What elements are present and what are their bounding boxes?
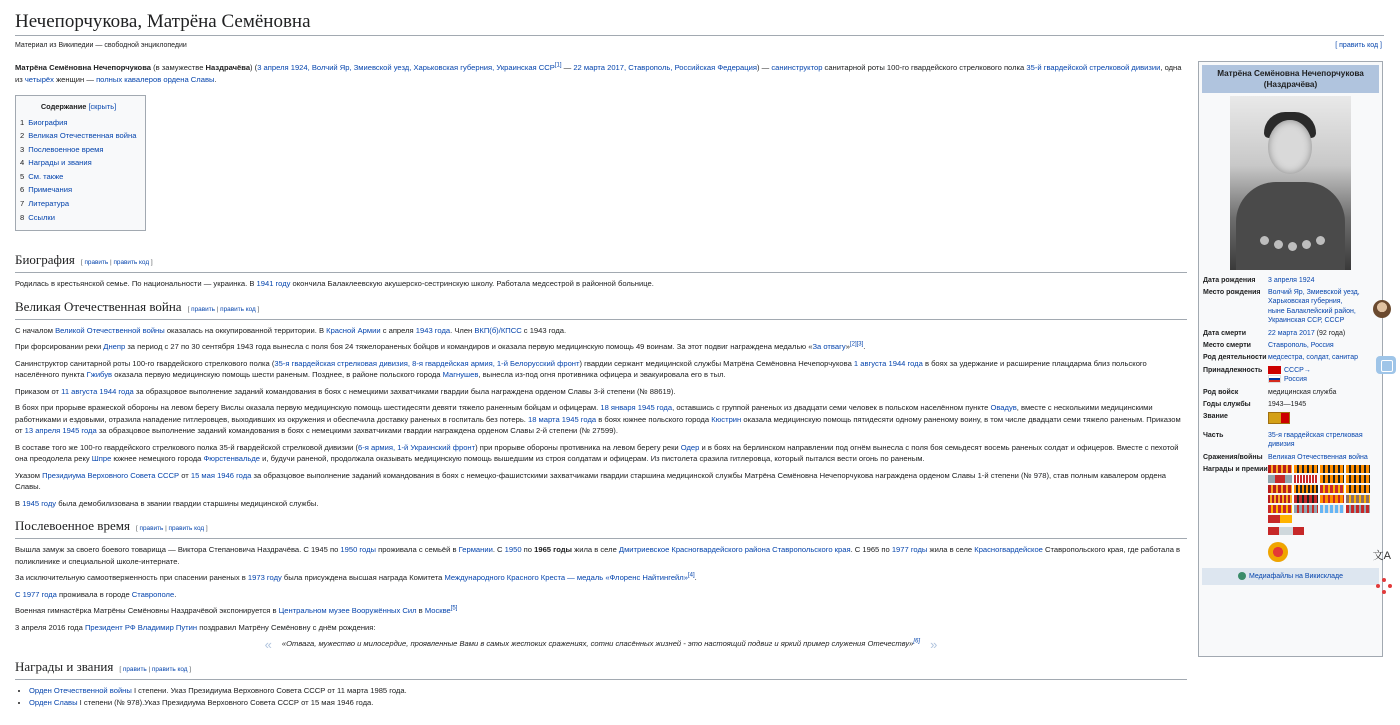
row-label: Годы службы bbox=[1203, 400, 1251, 408]
lead-birth-link[interactable]: 3 апреля 1924, Волчий Яр, Змиевской уезд, Харьковская губерния, Украинская ССР bbox=[257, 63, 555, 72]
infobox bbox=[1198, 61, 1383, 657]
allegiance-ussr-link[interactable]: СССР→ bbox=[1284, 366, 1311, 374]
toc-item[interactable] bbox=[20, 156, 137, 170]
table-row bbox=[1202, 364, 1379, 386]
link-kustrin[interactable]: Кюстрин bbox=[711, 414, 742, 424]
row-label: Часть bbox=[1203, 431, 1224, 439]
lead-text: — bbox=[561, 63, 574, 72]
ribbon-icon[interactable] bbox=[1268, 495, 1292, 503]
link-moscow[interactable]: Москве bbox=[424, 606, 451, 616]
link-13-apr-1945[interactable]: 13 апреля 1945 года bbox=[24, 426, 97, 436]
edit-bracket: ] bbox=[255, 305, 260, 313]
toc-link[interactable]: Награды и звания bbox=[28, 158, 92, 168]
war-paragraph-4: Приказом от 11 августа 1944 года за образцовое выполнение заданий командования в боях с немецкими захватчиками гвардии была награждена орденом Славы 3-й степени (№ 88619). bbox=[15, 386, 676, 396]
link-patriotic-war-order[interactable]: Орден Отечественной войны bbox=[29, 686, 132, 695]
lead-text: , одна из bbox=[15, 63, 1182, 84]
user-avatar-icon[interactable] bbox=[1373, 300, 1391, 318]
table-row bbox=[1202, 352, 1379, 364]
photo-medal bbox=[1316, 236, 1325, 245]
link-18-mar-1945[interactable]: 18 марта 1945 года bbox=[528, 414, 597, 424]
unit-link[interactable]: 35-я гвардейская стрелковая дивизия bbox=[1268, 431, 1363, 449]
death-place-link[interactable]: Ставрополь, Россия bbox=[1268, 341, 1334, 349]
ribbon-icon[interactable] bbox=[1268, 515, 1292, 523]
article-content bbox=[15, 62, 1187, 708]
ribbon-icon[interactable] bbox=[1346, 485, 1370, 493]
list-item: • Орден Славы I степени (№ 978).Указ Президиума Верховного Совета СССР от 15 мая 1946 года. bbox=[29, 697, 1187, 709]
table-row bbox=[1202, 274, 1379, 286]
row-label: Место смерти bbox=[1203, 341, 1251, 349]
lead-text: ) ( bbox=[250, 63, 258, 72]
section-edit-links bbox=[136, 525, 208, 532]
link-1941[interactable]: 1941 году bbox=[256, 279, 291, 289]
link-nightingale-medal[interactable]: Международного Красного Креста — медаль «Флоренс Найтингейл» bbox=[444, 573, 688, 583]
link-1973[interactable]: 1973 году bbox=[247, 573, 282, 583]
dot bbox=[1382, 578, 1386, 582]
dots-menu-icon[interactable] bbox=[1376, 578, 1392, 594]
toc-link[interactable]: Ссылки bbox=[28, 212, 55, 222]
toc-item[interactable] bbox=[20, 211, 137, 225]
row-label: Дата рождения bbox=[1203, 276, 1256, 284]
photo-medal bbox=[1302, 240, 1311, 249]
section-heading-war bbox=[15, 298, 1187, 320]
ref-4[interactable]: [4] bbox=[687, 572, 695, 579]
postwar-paragraph-3: С 1977 года проживала в городе Ставрополе. bbox=[15, 589, 177, 599]
link-oder[interactable]: Одер bbox=[680, 442, 700, 452]
toc-item[interactable] bbox=[20, 170, 137, 184]
edit-bracket: ] bbox=[187, 666, 192, 673]
link-since-1977[interactable]: С 1977 года bbox=[15, 589, 57, 599]
lead-text: . bbox=[214, 74, 217, 84]
toc-num: 7 bbox=[20, 199, 25, 209]
toc-link[interactable]: Литература bbox=[28, 199, 70, 209]
link-glory-order[interactable]: Орден Славы bbox=[29, 697, 78, 707]
link-spree[interactable]: Шпре bbox=[91, 454, 112, 464]
years-value: 1943—1945 bbox=[1268, 400, 1307, 408]
link-18-jan-1945[interactable]: 18 января 1945 года bbox=[600, 403, 673, 413]
ribbon-icon[interactable] bbox=[1268, 505, 1292, 513]
toc-num: 8 bbox=[20, 212, 25, 222]
link-armed-forces-museum[interactable]: Центральном музее Вооружённых Сил bbox=[278, 606, 417, 616]
toc-link[interactable]: Великая Отечественная война bbox=[28, 131, 137, 141]
putin-quote bbox=[15, 638, 1187, 650]
ribbon-icon[interactable] bbox=[1320, 505, 1344, 513]
link-1950[interactable]: 1950 bbox=[504, 545, 522, 555]
branch-value: медицинская служба bbox=[1268, 388, 1337, 396]
toc-num: 5 bbox=[20, 171, 25, 181]
edit-sep: | bbox=[108, 259, 114, 267]
edit-link[interactable]: править bbox=[191, 305, 215, 313]
section-edit-links bbox=[188, 306, 260, 313]
ribbon-icon[interactable] bbox=[1268, 485, 1292, 493]
list-item: • Орден Отечественной войны I степени. Указ Президиума Верховного Совета СССР от 11 марта 1985 года. bbox=[29, 685, 1187, 697]
toc-title bbox=[20, 101, 137, 113]
link-11-aug-1944[interactable]: 11 августа 1944 года bbox=[61, 386, 134, 396]
commons-link[interactable]: Медиафайлы на Викискладе bbox=[1248, 572, 1343, 580]
link-sanitary-instructor[interactable]: санинструктор bbox=[771, 63, 823, 72]
ribbon-icon[interactable] bbox=[1320, 465, 1344, 473]
page-tagline: Материал из Википедии — свободной энциклопедии bbox=[15, 42, 187, 49]
lead-text: санитарной роты 100-го гвардейского стрелкового полка bbox=[822, 63, 1027, 72]
link-15-may-1946[interactable]: 15 мая 1946 года bbox=[190, 470, 252, 480]
lead-text: ) — bbox=[756, 63, 772, 72]
section-edit-links bbox=[119, 666, 191, 673]
photo-face bbox=[1268, 120, 1312, 174]
war-paragraph-7: Указом Президиума Верховного Совета СССР от 15 мая 1946 года за образцовое выполнение заданий командования в боях с немецко-фашистскими захватчиками гвардии старшина медицинской службы Матрёна Семёновна Нечепорчукова награждена орденом Славы 1-й степени (№ 978), став полным кавалером ордена Славы. bbox=[15, 470, 1166, 492]
section-title: Биография bbox=[15, 252, 75, 268]
bold-1965: 1965 годы bbox=[534, 545, 573, 555]
table-row bbox=[1202, 327, 1379, 339]
title-divider bbox=[15, 35, 1384, 36]
toc-item[interactable] bbox=[20, 183, 137, 197]
ribbon-icon[interactable] bbox=[1294, 465, 1318, 473]
ribbon-icon[interactable] bbox=[1346, 495, 1370, 503]
toc-link[interactable]: Примечания bbox=[28, 185, 73, 195]
ribbon-icon[interactable] bbox=[1294, 495, 1318, 503]
table-row bbox=[1202, 339, 1379, 351]
infobox-title: Матрёна Семёновна Нечепорчукова (Наздрачёва) bbox=[1202, 65, 1379, 93]
quote-text: «Отвага, мужество и милосердие, проявленные Вами в самых жестоких сражениях, сотни спасённых жизней - это настоящий подвиг и яркий пример служения Отечеству» bbox=[281, 639, 914, 649]
award-ribbons bbox=[1268, 465, 1376, 523]
toc-num: 4 bbox=[20, 158, 25, 168]
ribbon-icon[interactable] bbox=[1320, 495, 1344, 503]
ref-6[interactable]: [6] bbox=[913, 638, 921, 645]
link-red-army[interactable]: Красной Армии bbox=[326, 325, 381, 335]
commons-icon bbox=[1238, 572, 1246, 580]
section-heading-awards bbox=[15, 658, 1187, 680]
lead-text: (в замужестве bbox=[151, 63, 206, 72]
ribbon-icon[interactable] bbox=[1320, 485, 1344, 493]
row-label: Род деятельности bbox=[1203, 354, 1267, 362]
link-aug-1944[interactable]: 1 августа 1944 года bbox=[853, 358, 923, 368]
dot bbox=[1382, 590, 1386, 594]
dot bbox=[1388, 584, 1392, 588]
war-paragraph-8: В 1945 году была демобилизована в звании гвардии старшины медицинской службы. bbox=[15, 498, 319, 508]
toc-link[interactable]: Биография bbox=[28, 117, 68, 127]
ribbon-icon[interactable] bbox=[1268, 527, 1304, 535]
ribbon-icon[interactable] bbox=[1346, 465, 1370, 473]
russia-flag-icon bbox=[1268, 375, 1281, 383]
ribbon-icon[interactable] bbox=[1346, 505, 1370, 513]
ref-1[interactable]: [1] bbox=[554, 62, 562, 69]
war-paragraph-6: В составе того же 100-го гвардейского стрелкового полка 35-й гвардейской стрелковой дивизии (6-я армия, 1-й Украинский фронт) при прорыве обороны противника на левом берегу реки Одер и в боях на берлинском направлении под огнём вынесла с поля боя семьдесят восемь раненых солдат и офицеров. Вместе с пехотой она преодолела реку Шпре южнее немецкого города Фюрстенвальде и, будучи раненой, продолжала оказывать медицинскую помощь вышедшим из строя солдатам и офицерам. Из пистолета сразила гитлеровца, который пытался вести огонь по раненым. bbox=[15, 442, 1179, 464]
ribbon-icon[interactable] bbox=[1268, 475, 1292, 483]
death-age: (92 года) bbox=[1314, 329, 1346, 337]
war-paragraph-2: При форсировании реки Днепр за период с 27 по 30 сентября 1943 года вынесла с поля боя 24 тяжелораненых бойцов и командиров и оказала первую медицинскую помощь 49 воинам. За этот подвиг награждена медалью «За отвагу»[2][3]. bbox=[15, 341, 866, 352]
birth-date-link[interactable]: 3 апреля 1924 bbox=[1268, 276, 1315, 284]
table-row bbox=[1202, 398, 1379, 410]
toc-item[interactable] bbox=[20, 143, 137, 157]
quote-open-mark: « bbox=[264, 636, 272, 652]
link-1977-years[interactable]: 1977 годы bbox=[891, 545, 928, 555]
battles-link[interactable]: Великая Отечественная война bbox=[1268, 453, 1368, 461]
table-row bbox=[1202, 429, 1379, 451]
death-date-link[interactable]: 22 марта 2017 bbox=[1268, 329, 1315, 337]
edit-bracket: [ bbox=[187, 305, 192, 313]
ribbon-icon[interactable] bbox=[1320, 475, 1344, 483]
ussr-flag-icon bbox=[1268, 366, 1281, 374]
link-6th-army[interactable]: 6-я армия, 1-й Украинский фронт bbox=[358, 442, 476, 452]
table-row bbox=[1202, 286, 1379, 327]
order-badge-icon[interactable] bbox=[1268, 542, 1288, 562]
toc-item[interactable] bbox=[20, 129, 137, 143]
lead-name: Матрёна Семёновна Нечепорчукова bbox=[15, 63, 151, 72]
lead-paragraph bbox=[15, 62, 1187, 85]
war-paragraph-3: Санинструктор санитарной роты 100-го гвардейского стрелкового полка (35-я гвардейская стрелковая дивизия, 8-я гвардейская армия, 1-й Белорусский фронт) гвардии сержант медицинской службы Матрёна Семёновна Нечепорчукова 1 августа 1944 года в боях за удержание и расширение плацдарма близ польского населённого пункта Гжибув оказала первую медицинскую помощь шести раненым. Позднее, в районе польского города Магнушев, вынесла из-под огня противника офицера и эвакуировала его в тыл. bbox=[15, 358, 1147, 380]
edit-code-link[interactable]: править код bbox=[168, 525, 205, 533]
edit-link[interactable]: править bbox=[122, 666, 147, 673]
commons-link-bar bbox=[1202, 568, 1379, 586]
edit-code-top-link[interactable]: [ править код ] bbox=[1335, 42, 1382, 49]
occupation-link[interactable]: медсестра, солдат, санитар bbox=[1268, 354, 1359, 362]
link-ovaduv[interactable]: Овадув bbox=[990, 403, 1017, 413]
photo-medal bbox=[1260, 236, 1269, 245]
toc-title-text: Содержание bbox=[40, 102, 87, 111]
postwar-paragraph-1: Вышла замуж за своего боевого товарища — Виктора Степановича Наздрачёва. С 1945 по 1950 годы проживала с семьёй в Германии. С 1950 по 1965 годы жила в селе Дмитриевское Красногвардейского района Ставропольского края. С 1965 по 1977 годы жила в селе Красногвардейское Ставропольского края, где работала в поликлинике и специальной школе-интернате. bbox=[15, 545, 1181, 566]
infobox-table bbox=[1202, 274, 1379, 564]
table-of-contents bbox=[15, 95, 146, 231]
toc-hide-link[interactable]: [скрыть] bbox=[88, 102, 117, 111]
link-1950-years[interactable]: 1950 годы bbox=[340, 545, 376, 555]
row-label: Звание bbox=[1203, 413, 1228, 421]
lead-text: женщин — bbox=[53, 74, 97, 84]
link-vkpb[interactable]: ВКП(б)/КПСС bbox=[474, 325, 522, 335]
ribbon-icon[interactable] bbox=[1294, 505, 1318, 513]
link-germany[interactable]: Германии bbox=[458, 545, 493, 555]
quote-close-mark: » bbox=[930, 636, 938, 652]
birth-place-link[interactable]: Волчий Яр, Змиевской уезд, Харьковская губерния, bbox=[1268, 288, 1360, 306]
portrait-photo[interactable] bbox=[1230, 96, 1351, 270]
lead-death-link[interactable]: 22 марта 2017, Ставрополь, Российская Федерация bbox=[573, 63, 757, 72]
translate-icon[interactable]: 文A bbox=[1372, 550, 1391, 562]
link-four[interactable]: четырёх bbox=[24, 74, 54, 84]
section-title: Великая Отечественная война bbox=[15, 298, 182, 314]
ribbon-icon[interactable] bbox=[1346, 475, 1370, 483]
section-title: Послевоенное время bbox=[15, 518, 130, 534]
toc-num: 3 bbox=[20, 144, 25, 154]
photo-medal bbox=[1274, 240, 1283, 249]
link-stavropol[interactable]: Ставрополе bbox=[131, 589, 175, 599]
ref-2-3[interactable]: [2][3] bbox=[849, 341, 864, 348]
table-row bbox=[1202, 411, 1379, 429]
link-magnushev[interactable]: Магнушев bbox=[442, 370, 479, 380]
edit-link[interactable]: править bbox=[139, 525, 164, 533]
row-label: Награды и премии bbox=[1203, 466, 1268, 473]
awards-list bbox=[15, 685, 1187, 708]
row-label: Место рождения bbox=[1203, 288, 1261, 296]
table-row bbox=[1202, 464, 1379, 564]
link-furstenwalde[interactable]: Фюрстенвальде bbox=[203, 454, 261, 464]
link-great-patriotic-war[interactable]: Великой Отечественной войны bbox=[55, 325, 165, 335]
link-gzhibuv[interactable]: Гжибув bbox=[86, 370, 113, 380]
section-edit-links bbox=[81, 259, 153, 266]
edit-bracket: ] bbox=[149, 259, 153, 267]
link-glory-order-holders[interactable]: полных кавалеров ордена Славы bbox=[96, 74, 215, 84]
toc-num: 1 bbox=[20, 117, 25, 127]
postwar-paragraph-4: Военная гимнастёрка Матрёны Семёновны Наздрачёвой экспонируется в Центральном музее Вооружённых Сил в Москве[5] bbox=[15, 605, 458, 616]
ribbon-icon[interactable] bbox=[1268, 465, 1292, 473]
link-putin[interactable]: Владимир Путин bbox=[137, 622, 198, 632]
toc-num: 6 bbox=[20, 185, 25, 195]
row-label: Принадлежность bbox=[1203, 366, 1263, 374]
ribbon-icon[interactable] bbox=[1294, 475, 1318, 483]
toc-num: 2 bbox=[20, 131, 25, 141]
toc-item[interactable] bbox=[20, 197, 137, 211]
rank-insignia-icon[interactable] bbox=[1268, 412, 1290, 424]
edit-sep: | bbox=[163, 525, 169, 533]
row-label: Сражения/войны bbox=[1203, 453, 1263, 461]
photo-uniform bbox=[1236, 182, 1345, 270]
dot bbox=[1376, 584, 1380, 588]
postwar-paragraph-2: За исключительную самоотверженность при спасении раненых в 1973 году была присуждена высшая награда Комитета Международного Красного Креста — медаль «Флоренс Найтингейл»[4]. bbox=[15, 572, 697, 583]
section-title: Награды и звания bbox=[15, 659, 114, 674]
table-row bbox=[1202, 386, 1379, 398]
link-dmitrievskoe[interactable]: Дмитриевское Красногвардейского района Ставропольского края bbox=[618, 545, 851, 555]
edit-code-link[interactable]: править код bbox=[220, 305, 256, 313]
edit-code-link[interactable]: править код bbox=[113, 259, 150, 267]
row-label: Дата смерти bbox=[1203, 329, 1247, 337]
toc-item[interactable] bbox=[20, 116, 137, 130]
page-title: Нечепорчукова, Матрёна Семёновна bbox=[15, 11, 311, 32]
link-for-courage[interactable]: За отвагу bbox=[812, 342, 846, 352]
birth-place-now-link[interactable]: ныне Балаклейский район, Украинская ССР, СССР bbox=[1268, 307, 1356, 325]
link-1943[interactable]: 1943 года bbox=[415, 325, 451, 335]
toc-link[interactable]: См. также bbox=[28, 171, 64, 181]
row-label: Род войск bbox=[1203, 388, 1239, 396]
edit-bracket: [ bbox=[135, 525, 140, 533]
allegiance-russia-link[interactable]: Россия bbox=[1284, 376, 1307, 384]
ref-5[interactable]: [5] bbox=[450, 605, 458, 612]
ribbon-icon[interactable] bbox=[1294, 485, 1318, 493]
edit-code-link[interactable]: править код bbox=[151, 666, 188, 673]
section-heading-postwar bbox=[15, 517, 1187, 539]
war-paragraph-1: С началом Великой Отечественной войны оказалась на оккупированной территории. В Красной Армии с апреля 1943 года. Член ВКП(б)/КПСС с 1943 года. bbox=[15, 325, 567, 335]
link-1945[interactable]: 1945 году bbox=[22, 498, 57, 508]
link-krasnogvardeyskoe[interactable]: Красногвардейское bbox=[974, 545, 1043, 555]
photo-medal bbox=[1288, 242, 1297, 251]
toc-list bbox=[20, 116, 137, 225]
link-dnieper[interactable]: Днепр bbox=[103, 342, 126, 352]
section-heading-biography bbox=[15, 251, 1187, 273]
edit-link[interactable]: править bbox=[84, 259, 109, 267]
side-panel-icon[interactable] bbox=[1376, 356, 1396, 374]
edit-sep: | bbox=[214, 305, 221, 313]
edit-bracket: [ bbox=[119, 666, 123, 673]
edit-bracket: ] bbox=[204, 525, 208, 533]
war-paragraph-5: В боях при прорыве вражеской обороны на левом берегу Вислы оказала первую медицинскую помощь шестидесяти девяти тяжело раненным бойцам и офицерам. 18 января 1945 года, оставшись с группой раненых из двадцати семи человек в польском населённом пункте Овадув, вместе с несколькими медицинскими работниками и ездовыми, отразила нападение гитлеровцев, выходивших из окружения и обеспечила доставку раненых в госпиталь без потерь. 18 марта 1945 года в боях южнее польского города Кюстрин оказала медицинскую помощь пятидесяти одному раненому воину, в том числе двадцати семи тяжело раненым. Приказом от 13 апреля 1945 года за образцовое выполнение заданий командования в боях с немецкими захватчиками гвардии награждена орденом Славы 2-й степени (№ 27599). bbox=[15, 403, 1181, 436]
link-division[interactable]: 35-й гвардейской стрелковой дивизии bbox=[1026, 63, 1161, 72]
toc-link[interactable]: Послевоенное время bbox=[28, 144, 104, 154]
link-president[interactable]: Президент РФ bbox=[84, 622, 136, 632]
lead-maiden-name: Наздрачёва bbox=[205, 63, 251, 72]
link-presidium[interactable]: Президиума Верховного Совета СССР bbox=[42, 470, 180, 480]
edit-sep: | bbox=[146, 666, 152, 673]
bio-paragraph: Родилась в крестьянской семье. По национальности — украинка. В 1941 году окончила Балаклеевскую акушерско-сестринскую школу. Работала медсестрой в районной больнице. bbox=[15, 279, 654, 289]
table-row bbox=[1202, 451, 1379, 463]
link-units[interactable]: 35-я гвардейская стрелковая дивизия, 8-я гвардейская армия, 1-й Белорусский фронт bbox=[274, 358, 580, 368]
edit-bracket: [ bbox=[80, 259, 85, 267]
postwar-paragraph-5: 3 апреля 2016 года Президент РФ Владимир Путин поздравил Матрёну Семёновну с днём рождения: bbox=[15, 622, 376, 632]
